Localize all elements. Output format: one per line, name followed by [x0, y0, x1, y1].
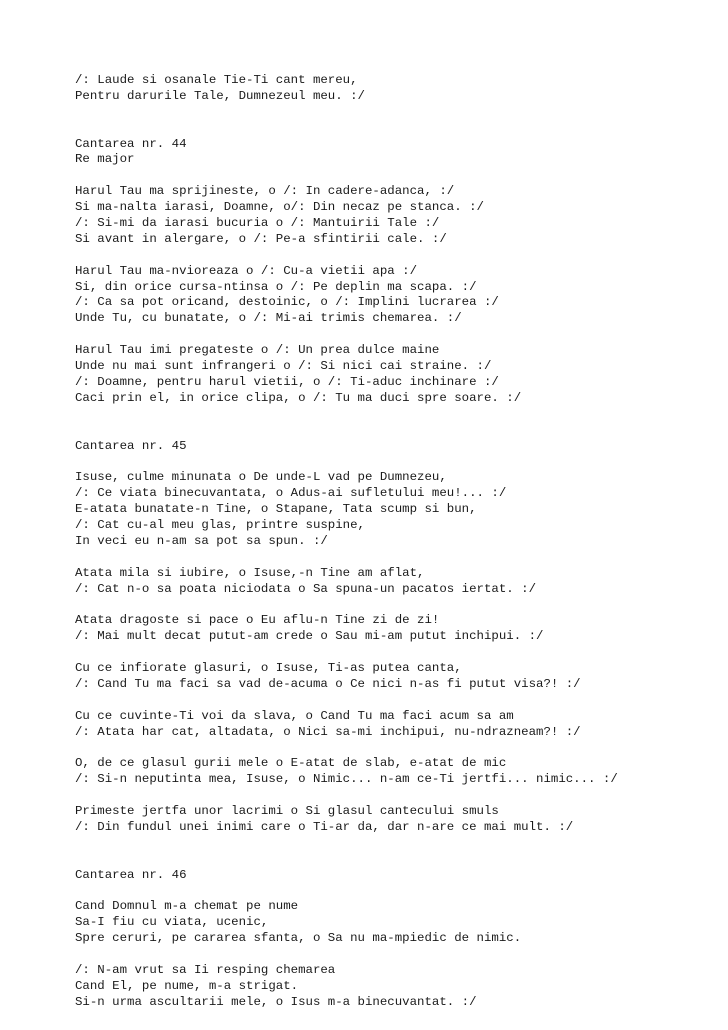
text-line: /: Mai mult decat putut-am crede o Sau mi-am putut inchipui. :/ [75, 629, 544, 644]
text-line: Cu ce infiorate glasuri, o Isuse, Ti-as putea canta, [75, 660, 462, 675]
song-46 [75, 868, 728, 1011]
stanza [75, 709, 728, 741]
stanza [75, 756, 728, 788]
stanza [75, 804, 728, 836]
text-line: /: Laude si osanale Tie-Ti cant mereu, [75, 73, 358, 87]
text-line: Harul Tau imi pregateste o /: Un prea dulce maine [75, 343, 440, 358]
stanza [75, 184, 728, 248]
stanza [75, 899, 728, 947]
text-line: Si avant in alergare, o /: Pe-a sfintirii cale. :/ [75, 231, 447, 246]
text-line: Harul Tau ma-nvioreaza o /: Cu-a vietii apa :/ [75, 263, 418, 278]
text-line: /: Si-mi da iarasi bucuria o /: Mantuirii Tale :/ [75, 216, 440, 231]
text-line: Cand El, pe nume, m-a strigat. [75, 978, 299, 993]
song-title: Cantarea nr. 44 [75, 136, 187, 151]
text-line: Unde Tu, cu bunatate, o /: Mi-ai trimis chemarea. :/ [75, 311, 462, 326]
text-line: /: Ca sa pot oricand, destoinic, o /: Implini lucrarea :/ [75, 295, 499, 310]
text-line: Pentru darurile Tale, Dumnezeul meu. :/ [75, 88, 365, 103]
text-line: Si ma-nalta iarasi, Doamne, o/: Din necaz pe stanca. :/ [75, 200, 484, 215]
text-line: /: Doamne, pentru harul vietii, o /: Ti-aduc inchinare :/ [75, 374, 499, 389]
text-line: In veci eu n-am sa pot sa spun. :/ [75, 533, 328, 548]
text-line: Harul Tau ma sprijineste, o /: In cadere-adanca, :/ [75, 184, 455, 199]
text-line: E-atata bunatate-n Tine, o Stapane, Tata scump si bun, [75, 502, 477, 517]
text-line: Sa-I fiu cu viata, ucenic, [75, 915, 269, 930]
text-line: Cand Domnul m-a chemat pe nume [75, 899, 299, 914]
intro-refrain [75, 73, 728, 105]
text-line: Si, din orice cursa-ntinsa o /: Pe deplin ma scapa. :/ [75, 279, 477, 294]
text-line: /: Si-n neputinta mea, Isuse, o Nimic... n-am ce-Ti jertfi... nimic... :/ [75, 772, 618, 787]
text-line: /: Cat n-o sa poata niciodata o Sa spuna-un pacatos iertat. :/ [75, 581, 537, 596]
text-line: Si-n urma ascultarii mele, o Isus m-a binecuvantat. :/ [75, 994, 477, 1009]
text-line: Atata mila si iubire, o Isuse,-n Tine am aflat, [75, 565, 425, 580]
song-title: Cantarea nr. 45 [75, 438, 187, 453]
text-line: Caci prin el, in orice clipa, o /: Tu ma duci spre soare. :/ [75, 390, 522, 405]
text-line: Cu ce cuvinte-Ti voi da slava, o Cand Tu ma faci acum sa am [75, 708, 514, 723]
stanza [75, 613, 728, 645]
song-title: Cantarea nr. 46 [75, 867, 187, 882]
stanza [75, 264, 728, 328]
text-line: /: Ce viata binecuvantata, o Adus-ai sufletului meu!... :/ [75, 486, 507, 501]
text-line: Unde nu mai sunt infrangeri o /: Si nici cai straine. :/ [75, 359, 492, 374]
text-line: /: Cand Tu ma faci sa vad de-acuma o Ce nici n-as fi putut visa?! :/ [75, 676, 581, 691]
stanza [75, 963, 728, 1011]
stanza [75, 661, 728, 693]
text-line: Primeste jertfa unor lacrimi o Si glasul cantecului smuls [75, 804, 499, 818]
text-line: /: Din fundul unei inimi care o Ti-ar da, dar n-are ce mai mult. :/ [75, 819, 574, 834]
song-45 [75, 439, 728, 836]
stanza [75, 470, 728, 549]
text-line: /: Cat cu-al meu glas, printre suspine, [75, 517, 365, 532]
text-line: /: N-am vrut sa Ii resping chemarea [75, 962, 336, 977]
text-line: O, de ce glasul gurii mele o E-atat de slab, e-atat de mic [75, 756, 507, 771]
text-line: Isuse, culme minunata o De unde-L vad pe Dumnezeu, [75, 470, 447, 485]
text-line: Spre ceruri, pe cararea sfanta, o Sa nu ma-mpiedic de nimic. [75, 931, 522, 946]
stanza [75, 343, 728, 407]
song-key: Re major [75, 152, 135, 167]
text-line: Atata dragoste si pace o Eu aflu-n Tine zi de zi! [75, 613, 440, 628]
stanza [75, 566, 728, 598]
song-44 [75, 137, 728, 407]
text-line: /: Atata har cat, altadata, o Nici sa-mi inchipui, nu-ndrazneam?! :/ [75, 724, 581, 739]
